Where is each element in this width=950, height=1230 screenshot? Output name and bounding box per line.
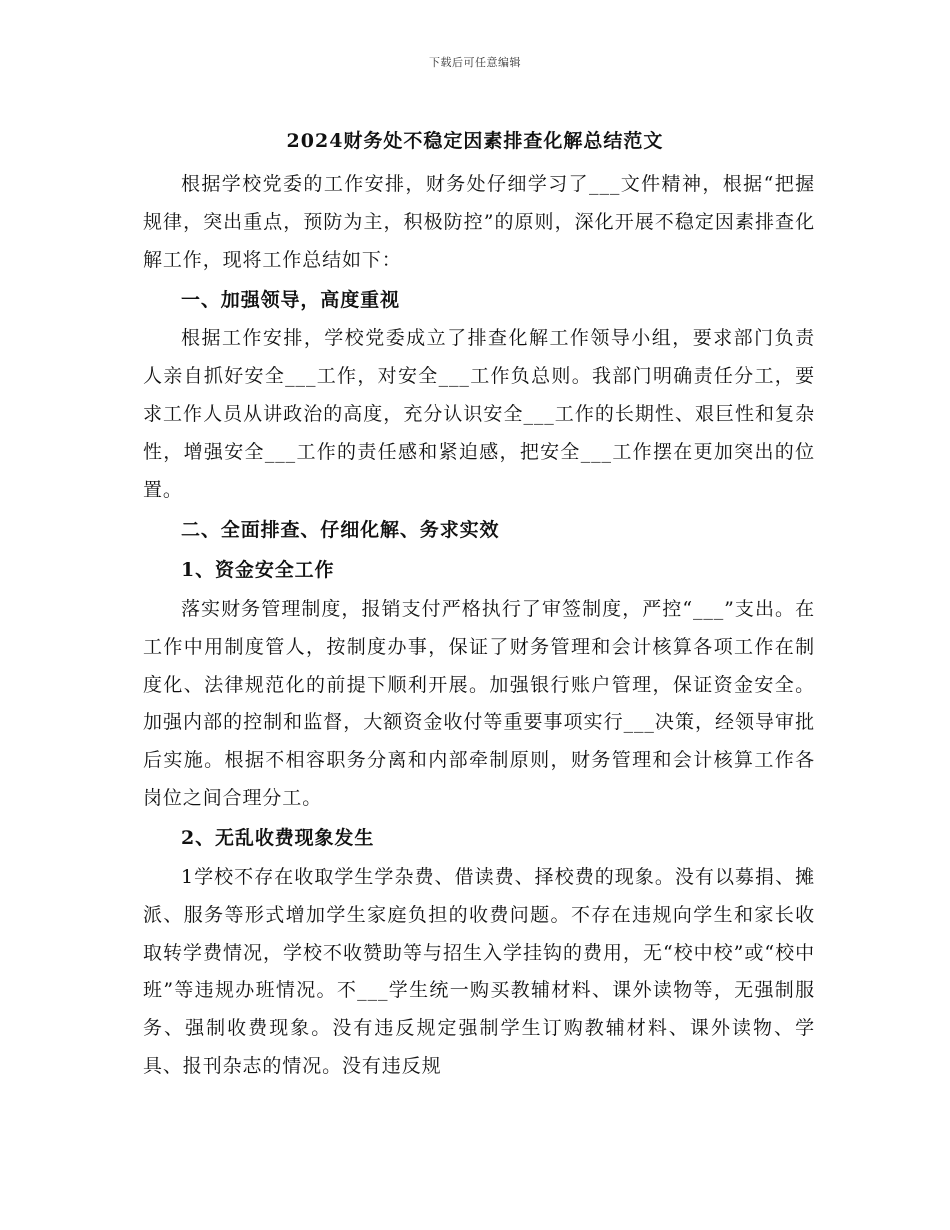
section-1-heading: 一、加强领导，高度重视 bbox=[181, 288, 400, 311]
document-title: 2024财务处不稳定因素排查化解总结范文 bbox=[286, 130, 664, 152]
subsection-2-heading: 2、无乱收费现象发生 bbox=[181, 827, 375, 850]
subsection-1-heading: 1、资金安全工作 bbox=[181, 559, 335, 582]
section-1-paragraph: 根据工作安排，学校党委成立了排查化解工作领导小组，要求部门负责人亲自抓好安全___工作，对安全___工作负总则。我部门明确责任分工，要求工作人员从讲政治的高度，充分认识安全___工作的长期性、艰巨性和复杂性，增强安全___工作的责任感和紧迫感，把安全___工作摆在更加突出的位置。 bbox=[143, 327, 815, 501]
document-body bbox=[143, 166, 815, 1086]
subsection-2-paragraph: 1学校不存在收取学生学杂费、借读费、择校费的现象。没有以募捐、摊派、服务等形式增加学生家庭负担的收费问题。不存在违规向学生和家长收取转学费情况，学校不收赞助等与招生入学挂钩的费用，无“校中校”或“校中班”等违规办班情况。不___学生统一购买教辅材料、课外读物等，无强制服务、强制收费现象。没有违反规定强制学生订购教辅材料、课外读物、学具、报刊杂志的情况。没有违反规 bbox=[143, 865, 815, 1078]
section-2-heading: 二、全面排查、仔细化解、务求实效 bbox=[181, 518, 500, 541]
intro-paragraph: 根据学校党委的工作安排，财务处仔细学习了___文件精神，根据“把握规律，突出重点，预防为主，积极防控”的原则，深化开展不稳定因素排查化解工作，现将工作总结如下： bbox=[143, 173, 815, 271]
subsection-1-paragraph: 落实财务管理制度，报销支付严格执行了审签制度，严控“___”支出。在工作中用制度管人，按制度办事，保证了财务管理和会计核算各项工作在制度化、法律规范化的前提下顺利开展。加强银行账户管理，保证资金安全。加强内部的控制和监督，大额资金收付等重要事项实行___决策，经领导审批后实施。根据不相容职务分离和内部牵制原则，财务管理和会计核算工作各岗位之间合理分工。 bbox=[143, 597, 815, 810]
page-header-note: 下载后可任意编辑 bbox=[429, 56, 521, 69]
